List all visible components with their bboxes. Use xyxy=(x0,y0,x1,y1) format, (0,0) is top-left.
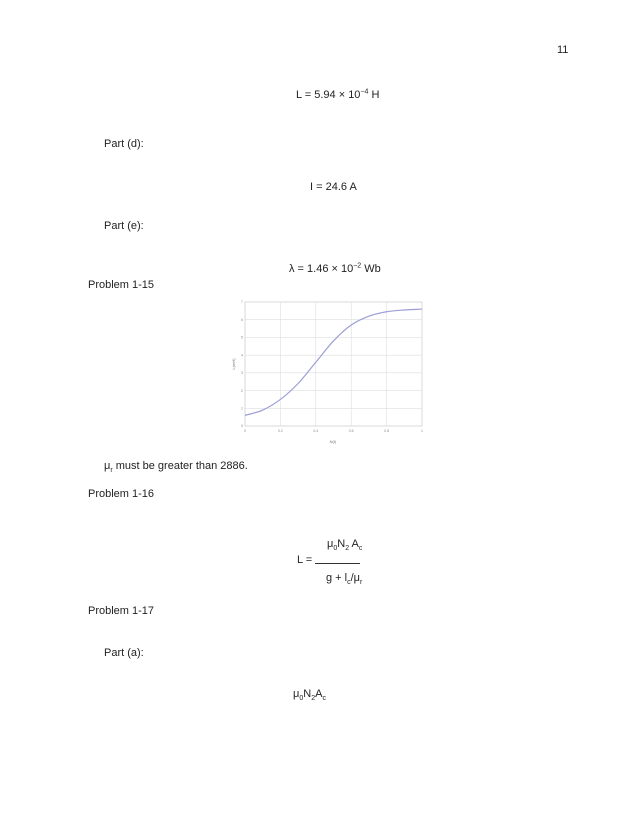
y-tick-label: 0 xyxy=(241,424,243,429)
part-d-label: Part (d): xyxy=(104,138,144,150)
turns-n: N xyxy=(337,538,346,550)
subscript-c: c xyxy=(347,579,351,587)
problem-1-16-heading: Problem 1-16 xyxy=(88,488,155,500)
gap-plus-length: g + l xyxy=(326,572,348,584)
area-a: A xyxy=(315,688,323,700)
fraction-bar xyxy=(315,563,360,564)
plot-area xyxy=(245,302,422,426)
x-tick-labels xyxy=(244,429,423,433)
problem-1-15-heading: Problem 1-15 xyxy=(88,279,155,291)
part-e-label: Part (e): xyxy=(104,220,144,232)
x-tick-label: 0.6 xyxy=(348,429,354,433)
subscript-c: c xyxy=(358,545,363,553)
flux-linkage-exponent: −2 xyxy=(353,262,362,270)
x-tick-label: 0.2 xyxy=(277,429,283,433)
formula-lhs: L = xyxy=(297,554,313,566)
y-tick-label: 5 xyxy=(241,335,243,340)
mu-zero: μ xyxy=(293,688,300,700)
y-tick-label: 4 xyxy=(241,353,243,358)
page-number: 11 xyxy=(557,44,569,56)
mu-subscript-r: r xyxy=(110,467,113,475)
inductance-lhs: L = 5.94 × 10 xyxy=(296,89,361,101)
note-text: must be greater than 2886. xyxy=(112,460,248,472)
inductance-unit: H xyxy=(368,89,380,101)
subscript-0: 0 xyxy=(299,695,304,703)
y-tick-label: 3 xyxy=(241,371,243,376)
area-a: A xyxy=(349,538,359,550)
subscript-0: 0 xyxy=(333,545,338,553)
formula-numerator xyxy=(327,538,363,553)
problem-1-15-note xyxy=(104,460,248,475)
problem-1-17-numerator xyxy=(293,688,326,703)
x-axis-label: N(t) xyxy=(329,439,337,444)
inductance-exponent: −4 xyxy=(360,88,369,96)
x-tick-label: 0.8 xyxy=(384,429,390,433)
subscript-2: 2 xyxy=(311,695,316,703)
flux-linkage-equation xyxy=(289,263,381,275)
y-tick-label: 2 xyxy=(241,388,243,393)
turns-n: N xyxy=(303,688,312,700)
problem-1-17-heading: Problem 1-17 xyxy=(88,605,155,617)
x-tick-label: 0.4 xyxy=(313,429,319,433)
subscript-2: 2 xyxy=(345,545,350,553)
y-tick-label: 6 xyxy=(241,317,243,322)
inductance-chart xyxy=(228,298,428,458)
part-a-label: Part (a): xyxy=(104,647,144,659)
x-tick-label: 1 xyxy=(421,429,423,433)
subscript-r: r xyxy=(360,579,363,587)
y-axis-label: L(mH) xyxy=(231,358,236,370)
flux-linkage-lhs: λ = 1.46 × 10 xyxy=(289,263,354,275)
inductance-equation xyxy=(296,89,379,101)
formula-denominator xyxy=(326,572,363,587)
mu-zero: μ xyxy=(327,538,334,550)
y-tick-label: 1 xyxy=(241,406,243,411)
x-tick-label: 0 xyxy=(244,429,246,433)
y-tick-label: 7 xyxy=(241,300,243,305)
subscript-c: c xyxy=(322,695,326,703)
y-tick-labels xyxy=(241,300,243,428)
current-equation: I = 24.6 A xyxy=(310,181,357,193)
mu-symbol: μ xyxy=(104,460,111,472)
divide-mu: /μ xyxy=(350,572,361,584)
flux-linkage-unit: Wb xyxy=(361,263,381,275)
